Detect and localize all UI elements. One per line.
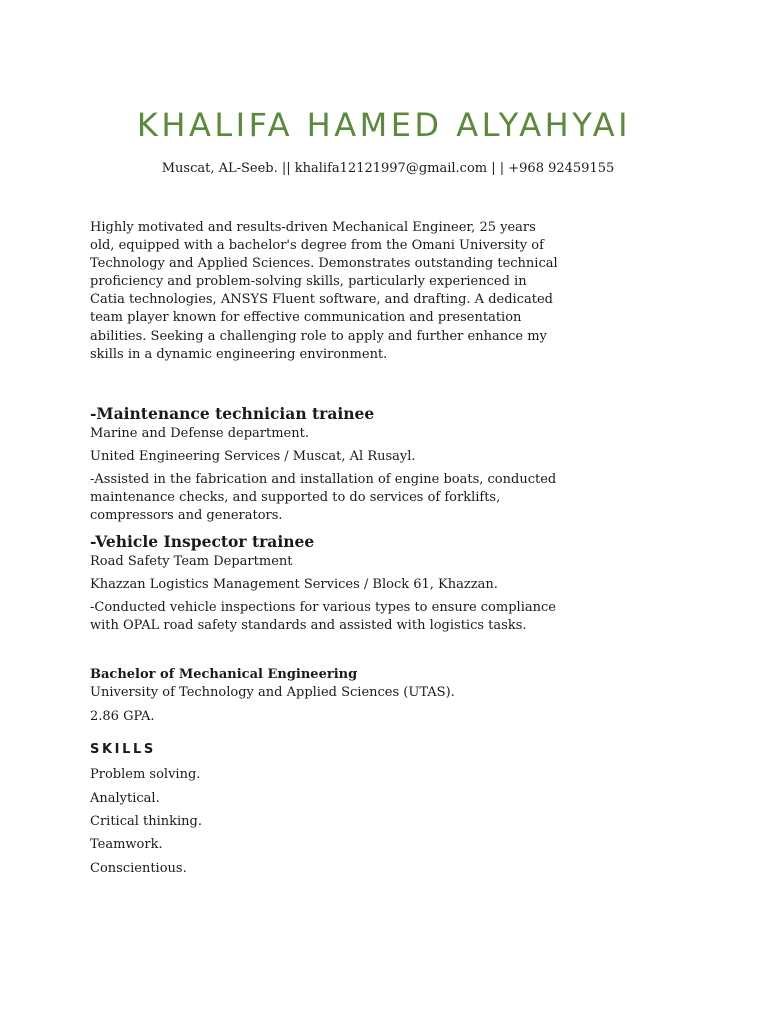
job-description: -Assisted in the fabrication and installation of engine boats, conducted maintenance checks, and supported to do services of forklifts, compressors and generators. (90, 472, 557, 524)
gpa: 2.86 GPA. (90, 709, 155, 724)
job-company: United Engineering Services / Muscat, Al Rusayl. (90, 449, 416, 464)
skill-item: Problem solving. (90, 767, 201, 782)
skills-heading: SKILLS (90, 742, 156, 757)
skill-item: Conscientious. (90, 861, 187, 876)
skill-item: Analytical. (90, 791, 160, 806)
job-department: Marine and Defense department. (90, 426, 309, 441)
school-name: University of Technology and Applied Sciences (UTAS). (90, 685, 455, 700)
job-title: -Maintenance technician trainee (90, 404, 375, 423)
candidate-name: KHALIFA HAMED ALYAHYAI (136, 106, 632, 144)
skills-section (90, 741, 560, 878)
degree-title: Bachelor of Mechanical Engineering (90, 667, 358, 682)
summary-paragraph: Highly motivated and results-driven Mechanical Engineer, 25 years old, equipped with a bachelor's degree from the Omani University of Technology and Applied Sciences. Demonstrates outstanding technical proficiency and problem-solving skills, particularly experienced in Catia technologies, ANSYS Fluent software, and drafting. A dedicated team player known for effective communication and presentation abilities. Seeking a challenging role to apply and further enhance my skills in a dynamic engineering environment. (90, 220, 558, 362)
experience-item (90, 404, 560, 526)
contact-info: Muscat, AL-Seeb. || khalifa12121997@gmail.com | | +968 92459155 (161, 161, 615, 176)
education-section (90, 666, 560, 726)
job-department: Road Safety Team Department (90, 554, 293, 569)
job-title: -Vehicle Inspector trainee (90, 532, 315, 551)
job-description: -Conducted vehicle inspections for various types to ensure compliance with OPAL road safety standards and assisted with logistics tasks. (90, 600, 556, 634)
skill-item: Teamwork. (90, 837, 163, 852)
skill-item: Critical thinking. (90, 814, 203, 829)
experience-item (90, 532, 560, 635)
job-company: Khazzan Logistics Management Services / Block 61, Khazzan. (90, 577, 498, 592)
